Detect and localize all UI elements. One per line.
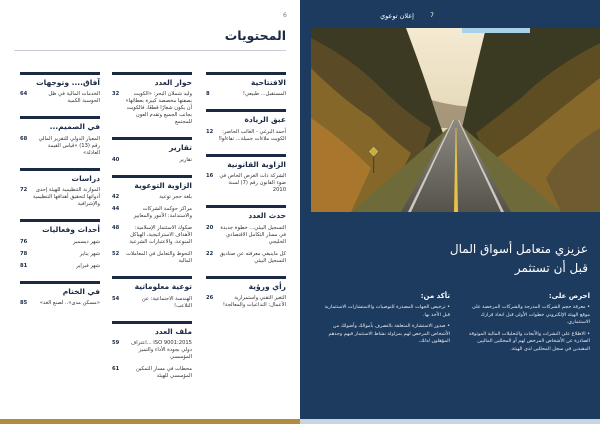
entry-page-number: 68 (20, 135, 28, 142)
contents-entry[interactable] (112, 366, 192, 380)
contents-section (112, 137, 192, 163)
right-page-bottom-band (300, 419, 600, 424)
contents-entry[interactable] (112, 225, 192, 246)
contents-section (20, 168, 100, 208)
section-title: رأي ورؤية (248, 281, 286, 291)
section-bar (20, 168, 100, 171)
headline-line-1: عزيزي متعامل أسواق المال (449, 242, 588, 256)
right-page-number: 7 (430, 12, 434, 19)
section-bar (112, 276, 192, 279)
left-page-bottom-band (0, 419, 300, 424)
header-accent-bar (462, 28, 530, 33)
entry-text: مراكز حوكمة الشركات والاستدامة: الأمور والمعايير (133, 206, 192, 220)
entry-text: كل ماينبغي معرفته عن صناديق التسجيل البيئي (219, 250, 286, 264)
section-title: أحداث وفعاليات (42, 225, 100, 235)
contents-entry[interactable] (206, 91, 286, 98)
section-title: في الختام (62, 286, 100, 296)
contents-entry[interactable] (206, 225, 286, 246)
section-title: الزاوية التوعوية (134, 180, 192, 190)
contents-section (112, 276, 192, 309)
entry-page-number: 52 (112, 251, 120, 258)
contents-title: المحتويات (224, 28, 286, 43)
contents-entry[interactable] (20, 300, 100, 307)
section-title: في الصميم... (49, 122, 100, 132)
make-sure-heading: تأكد من: (420, 292, 450, 300)
entry-text: المعيار الدولي للتقرير المالي رقم (13) «قياس القيمة العادلة» (38, 135, 100, 156)
awareness-ad-page (300, 0, 600, 424)
section-title: حوار العدد (154, 78, 192, 87)
entry-text: التسجيل البيئي... خطوة جديدة في مسار التكامل الاقتصادي الخليجي (220, 224, 286, 245)
entry-text: شهر فبراير (76, 262, 100, 269)
contents-section (112, 175, 192, 266)
entry-page-number: 22 (206, 250, 214, 257)
section-bar (206, 72, 286, 75)
entry-text: صكوك الاستثمار الإسلامية: الأهداف الاستراتيجية، الهياكل المنوعة، والاعتبارات الشرعية (129, 225, 192, 246)
section-bar (20, 281, 100, 284)
entry-page-number: 54 (112, 295, 120, 302)
entry-page-number: 12 (206, 128, 214, 135)
section-title: عبق الريادة (244, 115, 286, 125)
section-title: الافتتاحية (250, 78, 286, 87)
entry-page-number: 85 (20, 300, 28, 307)
section-title: الزاوية القانونية (227, 159, 286, 169)
entry-page-number: 20 (206, 224, 214, 231)
entry-page-number: 81 (20, 262, 28, 269)
entry-text: الشركة ذات الغرض الخاص في ضوء القانون رقم (7) لسنة 2010 (219, 173, 286, 194)
entry-page-number: 72 (20, 187, 28, 194)
contents-entry[interactable] (20, 136, 100, 157)
section-bar (206, 109, 286, 112)
contents-entry[interactable] (112, 194, 192, 201)
be-keen-heading: احرص على: (548, 292, 590, 300)
section-title: حدث العدد (248, 211, 286, 221)
entry-text: أحمد البرغي - الغائب الحاضر: الكويت ملاءات جميلة... تفاءلوا! (218, 128, 286, 142)
section-bar (112, 137, 192, 140)
entry-text: شهر يناير (79, 250, 100, 257)
section-bar (20, 72, 100, 75)
contents-section (206, 154, 286, 194)
section-bar (206, 154, 286, 157)
road-forest-photo (311, 28, 600, 212)
contents-entry[interactable] (206, 173, 286, 194)
contents-section (112, 72, 192, 126)
contents-entry[interactable] (20, 251, 100, 258)
entry-page-number: 78 (20, 250, 28, 257)
make-sure-paragraph: • صدور الاستشارة المتعلقة بالتصرف بأموالك وأصولك من الأشخاص المرخص لهم بمزاولة نشاط الاستثمار فيهم وحدهم المؤهلون لذلك. (328, 323, 450, 345)
contents-section (206, 109, 286, 142)
section-bar (206, 205, 286, 208)
entry-text: شهر ديسمبر (72, 238, 100, 245)
contents-entry[interactable] (112, 157, 192, 164)
contents-section (206, 205, 286, 264)
contents-entry[interactable] (206, 251, 286, 265)
contents-entry[interactable] (112, 296, 192, 310)
section-bar (112, 321, 192, 324)
entry-page-number: 42 (112, 194, 120, 201)
entry-text: الموازنة التنظيمية للهيئة إحدى أدواتها لتحقيق أهدافها التنظيمية والإشرافية (32, 187, 100, 208)
entry-text: التحوط والتعامل في المعاملات المالية (126, 251, 192, 265)
contents-entry[interactable] (20, 239, 100, 246)
section-bar (112, 175, 192, 178)
entry-page-number: 48 (112, 225, 120, 232)
contents-column-3 (20, 72, 100, 318)
entry-text: وليد شملان البحر: «الكويت بصفتها مخصصة كبيرة بعطائها» أن يكون شعارًا قطعًا، فالكويت بجانب الجميع وتقدم العون للمجتمع (125, 91, 192, 126)
entry-page-number: 40 (112, 156, 120, 163)
section-title: ملف العدد (154, 326, 192, 336)
entry-text: المستقبل... طبيعي! (242, 91, 286, 98)
left-page-number: 6 (283, 12, 287, 19)
section-title: دراسات (71, 173, 100, 183)
make-sure-paragraph: • ترخيص الجهات المصدرة للتوصيات والاستشارات الاستثمارية قبل الأخذ بها. (324, 304, 450, 318)
section-bar (20, 116, 100, 119)
entry-text: بلغة حجر توعية (159, 194, 192, 201)
entry-page-number: 59 (112, 340, 120, 347)
section-bar (112, 72, 192, 75)
section-title: تقارير (169, 143, 192, 153)
contents-section (206, 72, 286, 98)
contents-entry[interactable] (20, 263, 100, 270)
entry-text: تقارير (179, 156, 192, 163)
be-keen-column (462, 292, 590, 358)
entry-page-number: 61 (112, 366, 120, 373)
ad-headline (338, 240, 588, 277)
contents-entry[interactable] (112, 91, 192, 126)
ad-header-title: إعلان توعوي (380, 12, 414, 20)
entry-text: «مسكن مدى».. لصنع الغد» (39, 300, 100, 307)
contents-section (20, 72, 100, 105)
contents-entry[interactable] (112, 206, 192, 220)
entry-page-number: 32 (112, 91, 120, 98)
contents-section (20, 219, 100, 269)
contents-entry[interactable] (206, 295, 286, 309)
headline-line-2: قبل أن تستثمر (514, 260, 588, 275)
section-bar (206, 276, 286, 279)
entry-text: محطات في مسار التمكين المؤسسي للهيئة (135, 366, 192, 380)
section-bar (20, 219, 100, 222)
contents-entry[interactable] (206, 129, 286, 143)
entry-text: الخدمات المالية في ظل الحوسبة الكمية (48, 91, 100, 105)
entry-text: الهندسة الاجتماعية: عن التلاعب! (141, 295, 192, 309)
contents-entry[interactable] (20, 187, 100, 208)
contents-entry[interactable] (112, 251, 192, 265)
contents-section (206, 276, 286, 309)
entry-page-number: 8 (206, 91, 210, 98)
road-photo-illustration (311, 28, 600, 212)
section-title: آفاق.... وتوجهات (36, 78, 100, 87)
entry-page-number: 76 (20, 238, 28, 245)
contents-entry[interactable] (20, 91, 100, 105)
section-title: توعية معلوماتية (134, 282, 192, 292)
entry-page-number: 16 (206, 173, 214, 180)
contents-section (112, 321, 192, 380)
title-divider (14, 50, 286, 51)
contents-column-1 (206, 72, 286, 320)
entry-text: ISO 9001:2015 ...اعتراف دولي بجودة الأداء والتميز المؤسسي (130, 340, 192, 361)
contents-entry[interactable] (112, 340, 192, 361)
contents-section (20, 281, 100, 307)
entry-page-number: 26 (206, 295, 214, 302)
be-keen-paragraph: • معرفة حجم الشركات المدرجة والشركات المرخصة على موقع الهيئة الإلكتروني خطوات الأولى قبل اتخاذ قرارك الاستثماري. (472, 304, 590, 326)
contents-section (20, 116, 100, 156)
be-keen-paragraph: • الاطلاع على النشرات والأبحاث والتحليلات المالية الموثوقة الصادرة عن الأشخاص المرخص لهم أو المحللين الماليين المقيدين في سجل المحللين لدى الهيئة. (469, 330, 590, 352)
contents-column-2 (112, 72, 192, 391)
make-sure-column (322, 292, 450, 350)
entry-page-number: 64 (20, 91, 28, 98)
entry-page-number: 44 (112, 206, 120, 213)
entry-text: التغير التقني واستمرارية الأعمال: التداعيات والمعالجة! (222, 295, 286, 309)
